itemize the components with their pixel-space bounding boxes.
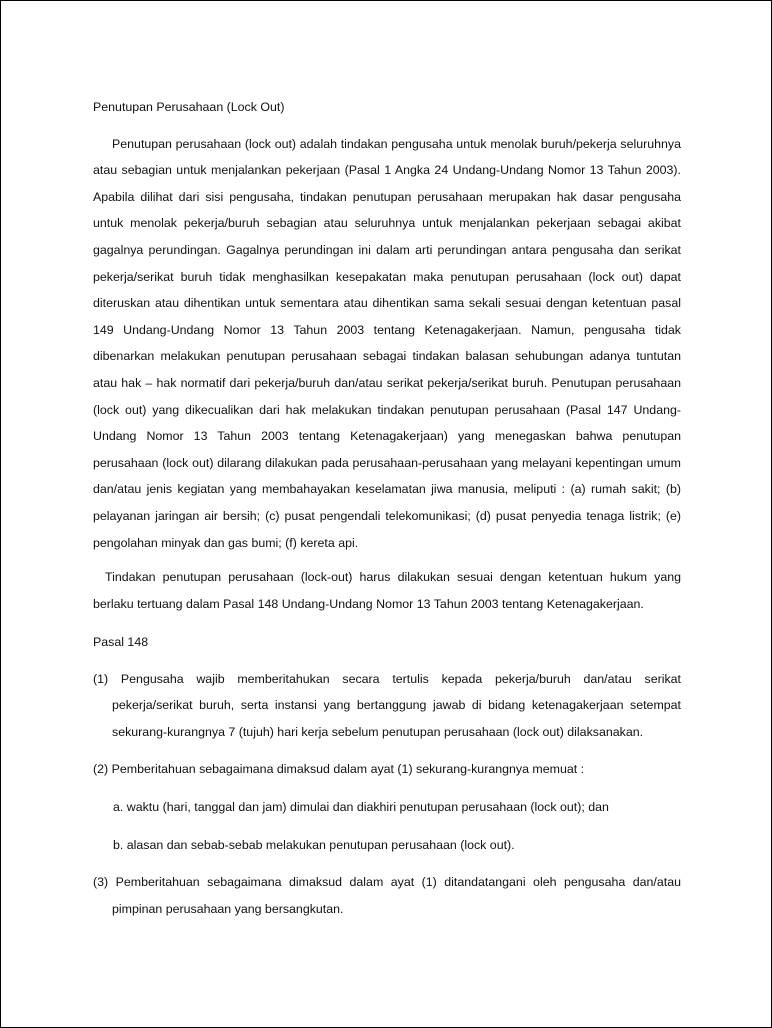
- document-body: [93, 94, 681, 933]
- paragraph-legal-basis: Tindakan penutupan perusahaan (lock-out) harus dilakukan sesuai dengan ketentuan hukum yang berlaku tertuang dalam Pasal 148 Undang-Undang Nomor 13 Tahun 2003 tentang Ketenagakerjaan.: [93, 570, 681, 611]
- pasal-heading: Pasal 148: [93, 635, 149, 650]
- list-item-3: (3) Pemberitahuan sebagaimana dimaksud dalam ayat (1) ditandatangani oleh pengusaha dan/atau pimpinan perusahaan yang bersangkutan.: [93, 875, 681, 917]
- list-item-2: (2) Pemberitahuan sebagaimana dimaksud dalam ayat (1) sekurang-kurangnya memuat :: [93, 761, 585, 776]
- list-item-1: (1) Pengusaha wajib memberitahukan secara tertulis kepada pekerja/buruh dan/atau serikat pekerja/serikat buruh, serta instansi yang bertanggung jawab di bidang ketenagakerjaan setempat sekurang-kurangnya 7 (tujuh) hari kerja sebelum penutupan perusahaan (lock out) dilaksanakan.: [93, 671, 681, 740]
- paragraph-lockout-definition: Penutupan perusahaan (lock out) adalah tindakan pengusaha untuk menolak buruh/pekerja seluruhnya atau sebagian untuk menjalankan pekerjaan (Pasal 1 Angka 24 Undang-Undang Nomor 13 Tahun 2003). Apabila dilihat dari sisi pengusaha, tindakan penutupan perusahaan merupakan hak dasar pengusaha untuk menolak pekerja/buruh sebagian atau seluruhnya untuk menjalankan pekerjaan sebagai akibat gagalnya perundingan. Gagalnya perundingan ini dalam arti perundingan antara pengusaha dan serikat pekerja/serikat buruh tidak menghasilkan kesepakatan maka penutupan perusahaan (lock out) dapat diteruskan atau dihentikan untuk sementara atau dihentikan sama sekali sesuai dengan ketentuan pasal 149 Undang-Undang Nomor 13 Tahun 2003 tentang Ketenagakerjaan. Namun, pengusaha tidak dibenarkan melakukan penutupan perusahaan sebagai tindakan balasan sehubungan adanya tuntutan atau hak – hak normatif dari pekerja/buruh dan/atau serikat pekerja/serikat buruh. Penutupan perusahaan (lock out) yang dikecualikan dari hak melakukan tindakan penutupan perusahaan (Pasal 147 Undang-Undang Nomor 13 Tahun 2003 tentang Ketenagakerjaan) yang menegaskan bahwa penutupan perusahaan (lock out) dilarang dilakukan pada perusahaan-perusahaan yang melayani kepentingan umum dan/atau jenis kegiatan yang membahayakan keselamatan jiwa manusia, meliputi : (a) rumah sakit; (b) pelayanan jaringan air bersih; (c) pusat pengendali telekomunikasi; (d) pusat penyedia tenaga listrik; (e) pengolahan minyak dan gas bumi; (f) kereta api.: [93, 136, 681, 550]
- list-item-2a: a. waktu (hari, tanggal dan jam) dimulai dan diakhiri penutupan perusahaan (lock out); dan: [113, 800, 609, 815]
- list-item-2b: b. alasan dan sebab-sebab melakukan penutupan perusahaan (lock out).: [113, 837, 515, 852]
- document-title: Penutupan Perusahaan (Lock Out): [93, 100, 285, 114]
